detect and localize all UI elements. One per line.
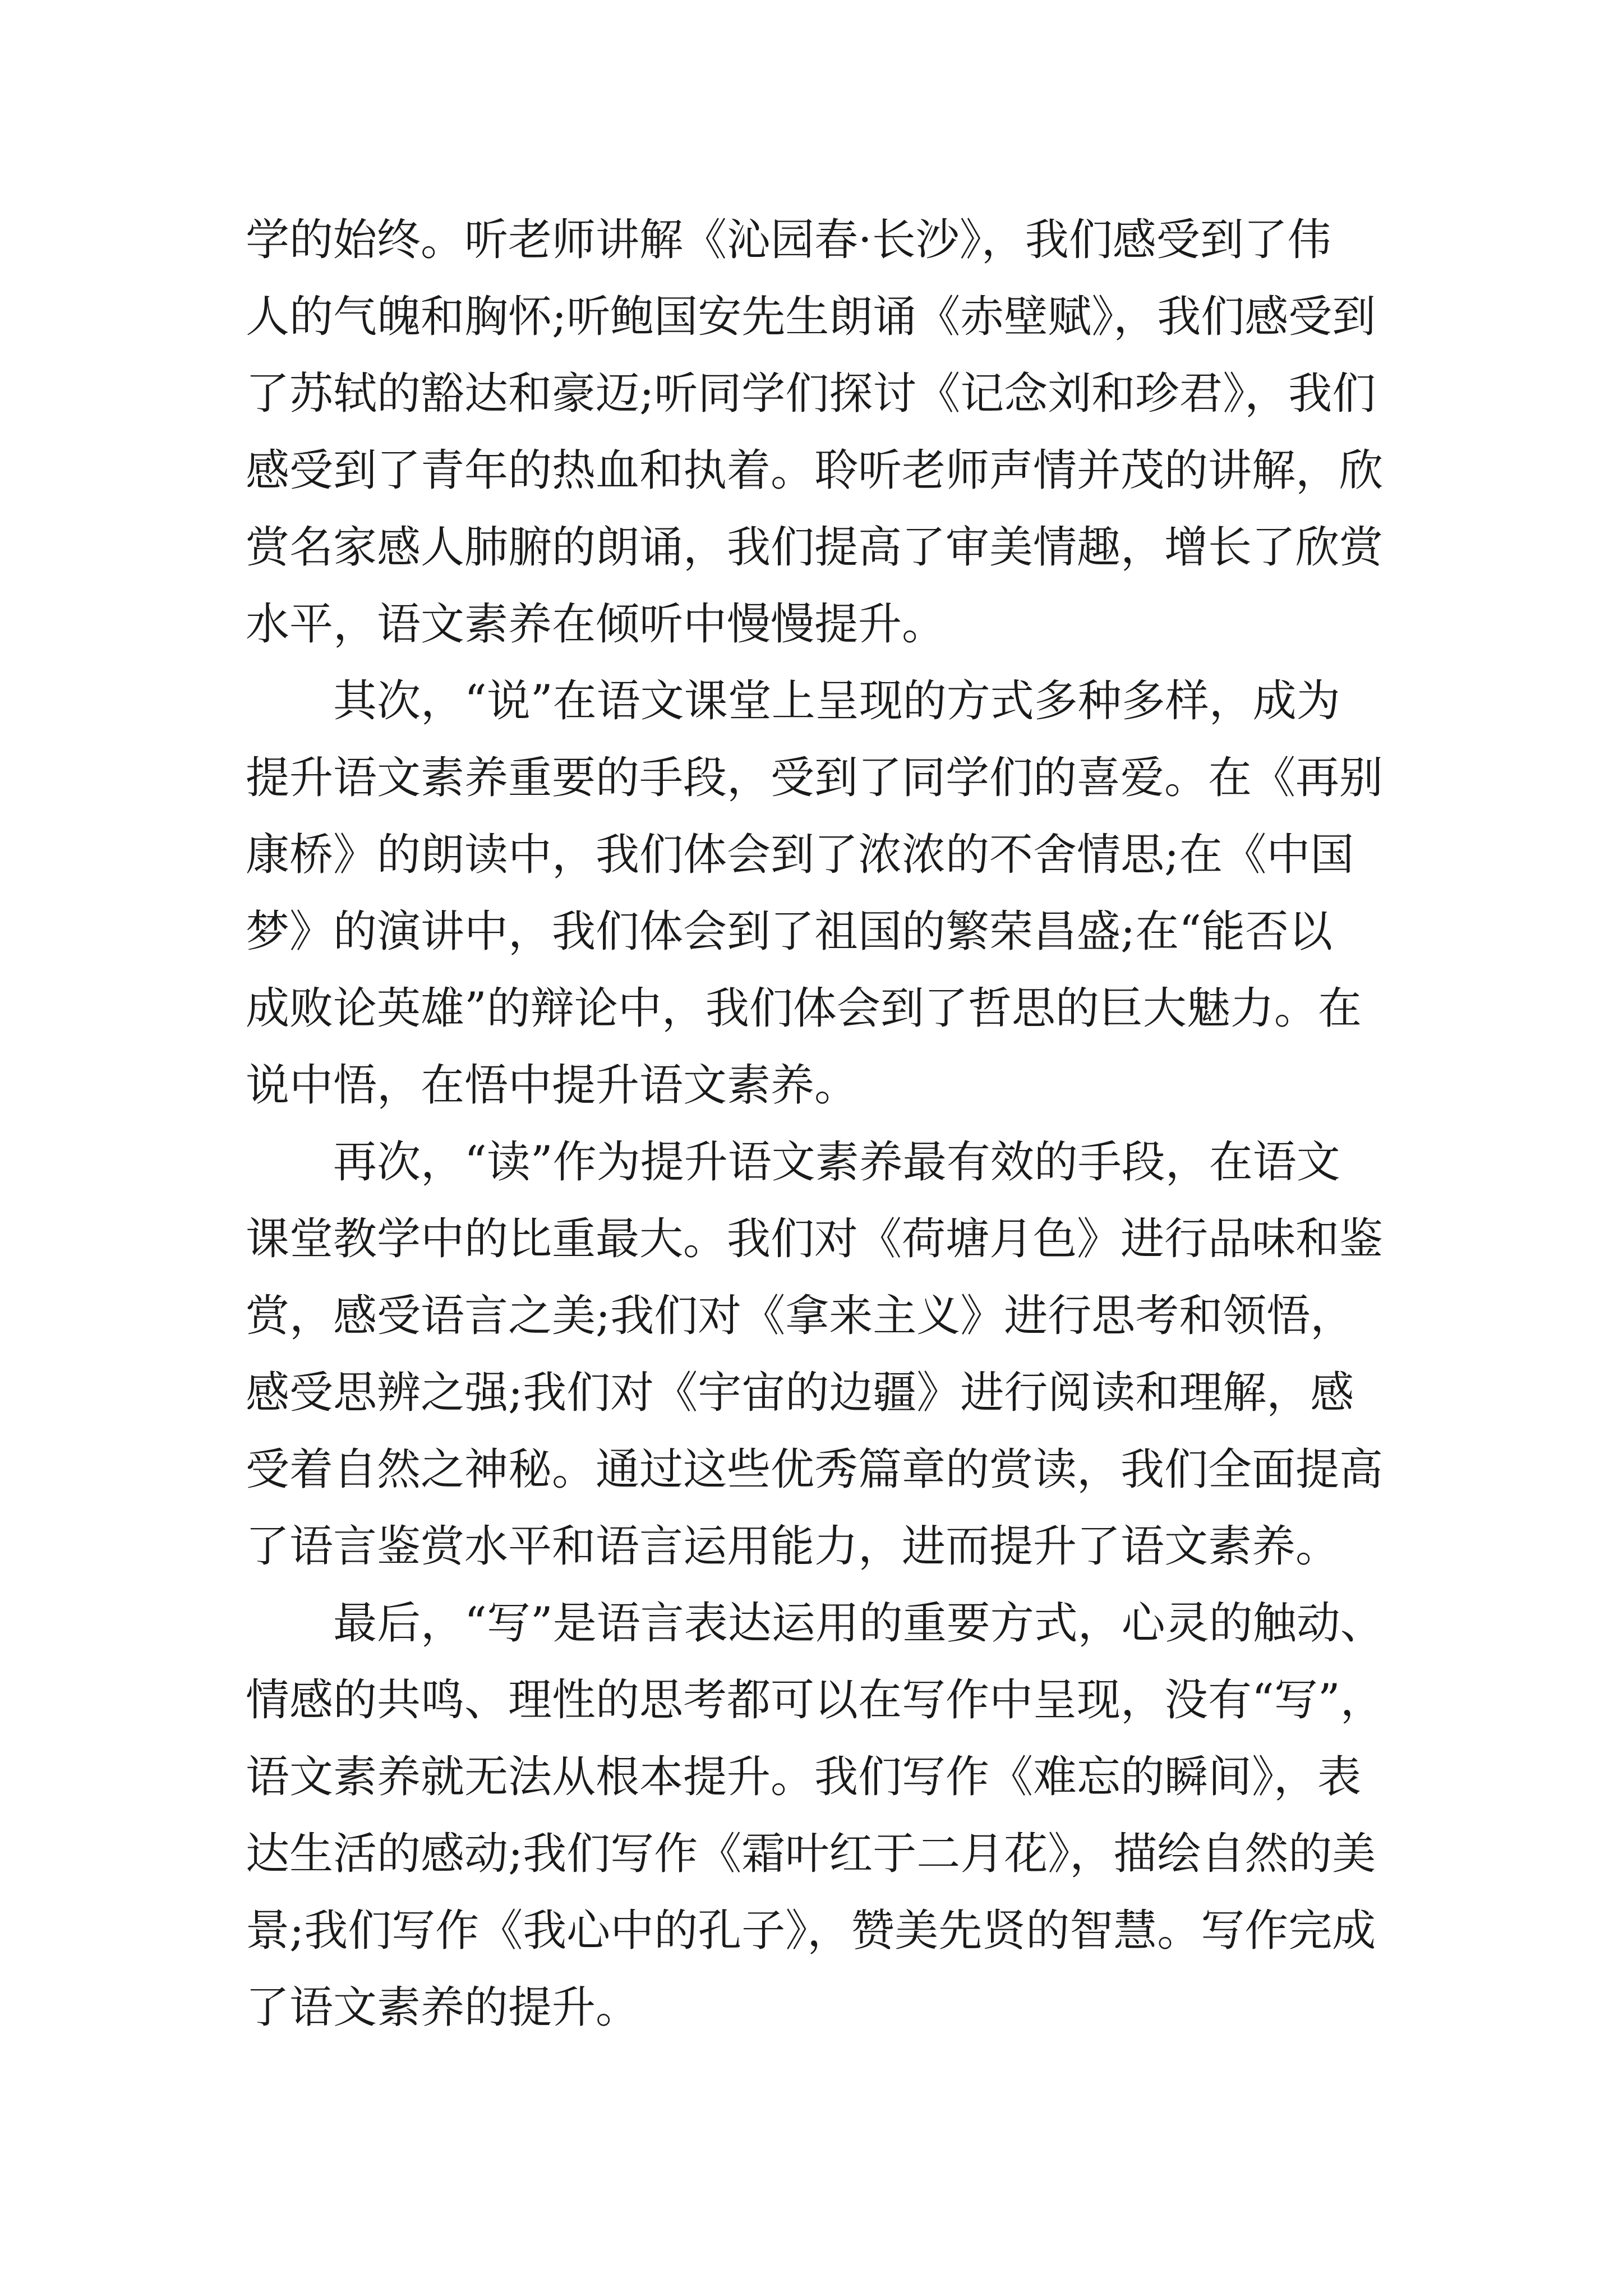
paragraph-first-line: 再次，“读”作为提升语文素养最有效的手段，在语文 [333,1137,1340,1188]
text-line: 感受思辨之强;我们对《宇宙的边疆》进行阅读和理解，感 [246,1368,1354,1418]
paragraph-first-line: 最后，“写”是语言表达运用的重要方式，心灵的触动、 [333,1598,1384,1649]
text-line: 梦》的演讲中，我们体会到了祖国的繁荣昌盛;在“能否以 [246,907,1333,957]
text-line: 受着自然之神秘。通过这些优秀篇章的赏读，我们全面提高 [246,1444,1384,1495]
paragraph-first-line: 其次，“说”在语文课堂上呈现的方式多种多样，成为 [333,676,1340,726]
text-line: 学的始终。听老师讲解《沁园春·长沙》，我们感受到了伟 [246,215,1331,265]
text-line: 赏，感受语言之美;我们对《拿来主义》进行思考和领悟， [246,1291,1354,1341]
text-line: 情感的共鸣、理性的思考都可以在写作中呈现，没有“写”， [246,1675,1384,1726]
text-line: 了语言鉴赏水平和语言运用能力，进而提升了语文素养。 [246,1521,1340,1572]
text-line: 景;我们写作《我心中的孔子》，赞美先贤的智慧。写作完成 [246,1906,1376,1956]
text-line: 人的气魄和胸怀;听鲍国安先生朗诵《赤壁赋》，我们感受到 [246,292,1376,342]
text-line: 了苏轼的豁达和豪迈;听同学们探讨《记念刘和珍君》，我们 [246,369,1376,419]
text-line: 感受到了青年的热血和执着。聆听老师声情并茂的讲解，欣 [246,445,1384,496]
text-line: 成败论英雄”的辩论中，我们体会到了哲思的巨大魅力。在 [246,983,1362,1034]
text-line: 说中悟，在悟中提升语文素养。 [246,1060,859,1111]
text-line: 课堂教学中的比重最大。我们对《荷塘月色》进行品味和鉴 [246,1214,1384,1264]
text-line: 提升语文素养重要的手段，受到了同学们的喜爱。在《再别 [246,753,1384,803]
text-line: 赏名家感人肺腑的朗诵，我们提高了审美情趣，增长了欣赏 [246,522,1384,573]
text-line: 水平，语文素养在倾听中慢慢提升。 [246,599,946,650]
text-line: 了语文素养的提升。 [246,1982,640,2033]
text-line: 语文素养就无法从根本提升。我们写作《难忘的瞬间》，表 [246,1752,1362,1802]
text-line: 达生活的感动;我们写作《霜叶红于二月花》，描绘自然的美 [246,1829,1376,1879]
text-line: 康桥》的朗读中，我们体会到了浓浓的不舍情思;在《中国 [246,830,1354,880]
